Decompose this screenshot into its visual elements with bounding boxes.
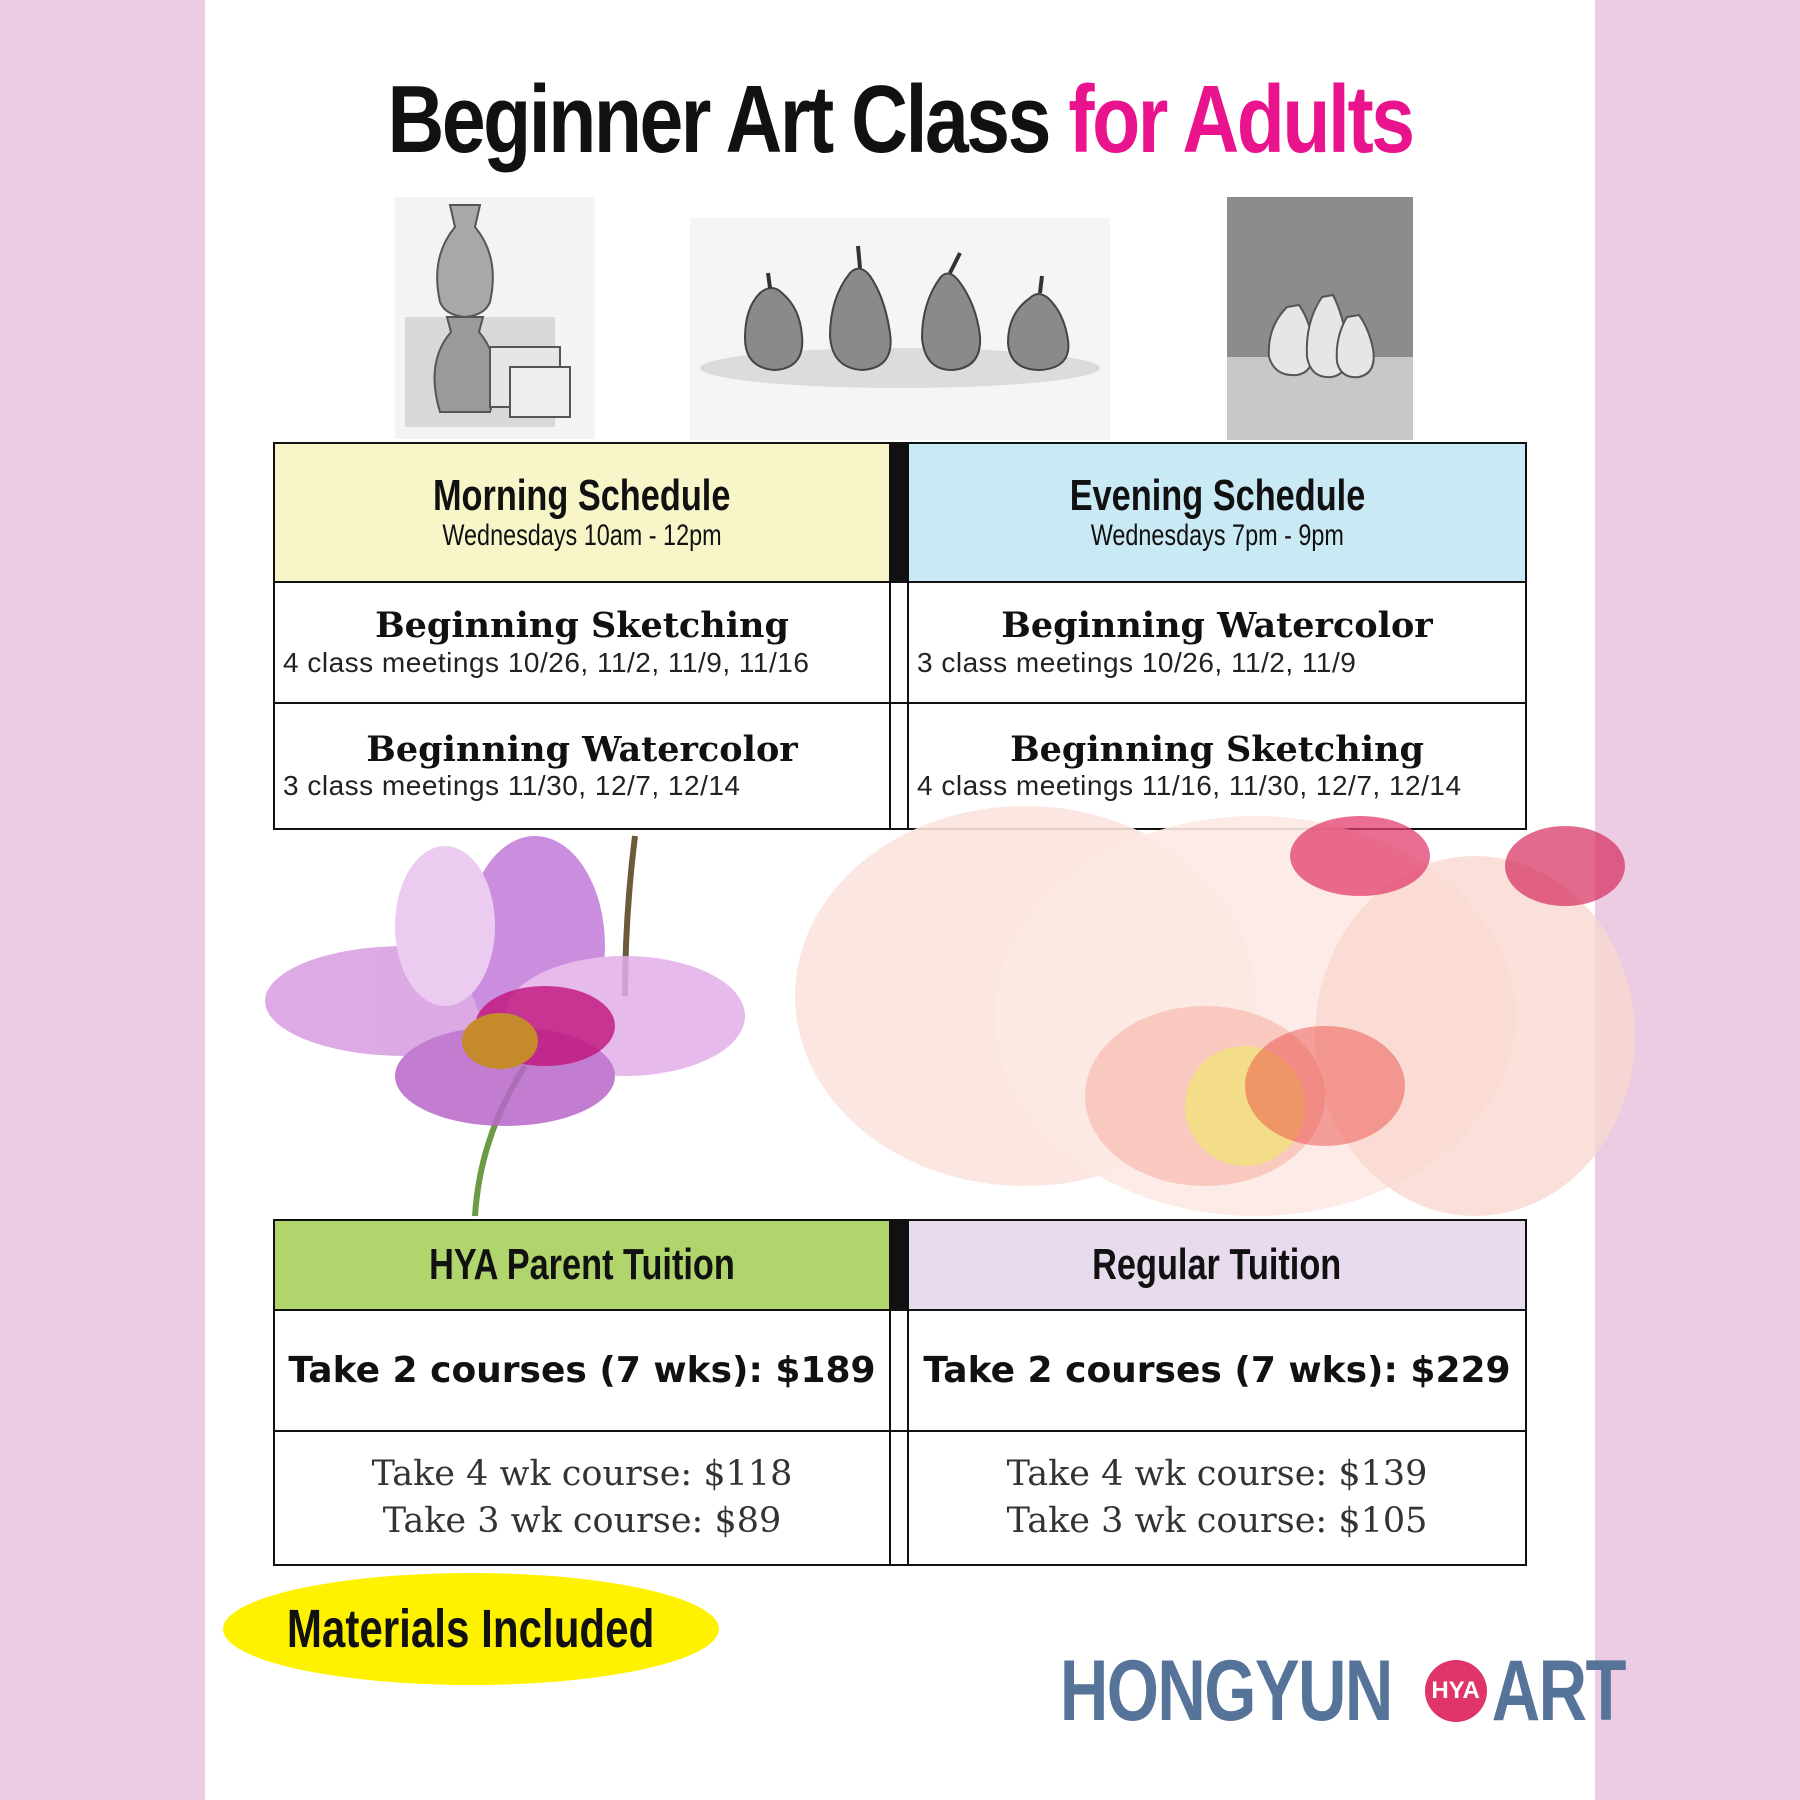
hongyun-art-logo xyxy=(1013,1642,1643,1739)
course-dates: 3 class meetings 11/30, 12/7, 12/14 xyxy=(283,770,741,802)
tuition-cell xyxy=(274,1310,890,1431)
column-divider xyxy=(890,1310,908,1431)
parent-tuition-title: HYA Parent Tuition xyxy=(429,1239,735,1289)
course-dates: 4 class meetings 10/26, 11/2, 11/9, 11/16 xyxy=(283,646,810,678)
table-row xyxy=(274,582,1526,703)
evening-schedule-header xyxy=(908,443,1526,582)
title-accent: for Adults xyxy=(1068,66,1413,173)
regular-four-week-price: Take 4 wk course: $139 xyxy=(1006,1453,1428,1494)
regular-three-week-price: Take 3 wk course: $105 xyxy=(1006,1501,1428,1541)
parent-four-week-price: Take 4 wk course: $118 xyxy=(371,1453,793,1494)
morning-schedule-time: Wednesdays 10am - 12pm xyxy=(442,519,722,553)
pear-still-life-image xyxy=(1227,197,1413,440)
logo-text-left: HONGYUN xyxy=(1059,1642,1392,1739)
regular-tuition-title: Regular Tuition xyxy=(1092,1239,1342,1289)
course-cell xyxy=(274,582,890,703)
column-divider xyxy=(890,1431,908,1565)
tuition-cell xyxy=(908,1310,1526,1431)
table-row xyxy=(274,1310,1526,1431)
schedule-table xyxy=(273,442,1527,830)
course-dates: 3 class meetings 10/26, 11/2, 11/9 xyxy=(917,646,1357,678)
course-name: Beginning Watercolor xyxy=(366,728,798,770)
tuition-cell xyxy=(908,1431,1526,1565)
watercolor-flowers-image xyxy=(205,836,1595,1217)
evening-schedule-time: Wednesdays 7pm - 9pm xyxy=(1090,519,1344,553)
column-divider xyxy=(890,443,908,582)
column-divider xyxy=(890,582,908,703)
vase-sketch-image xyxy=(395,197,595,439)
column-divider xyxy=(890,1220,908,1310)
tuition-table xyxy=(273,1219,1527,1566)
flyer-page xyxy=(205,0,1625,1800)
table-row xyxy=(274,1431,1526,1565)
parent-three-week-price: Take 3 wk course: $89 xyxy=(382,1501,782,1541)
column-divider xyxy=(890,703,908,829)
course-cell xyxy=(274,703,890,829)
course-dates: 4 class meetings 11/16, 11/30, 12/7, 12/14 xyxy=(917,770,1462,802)
regular-tuition-header xyxy=(908,1220,1526,1310)
table-row xyxy=(274,703,1526,829)
course-cell xyxy=(908,582,1526,703)
pears-sketch-image xyxy=(690,218,1110,440)
materials-included-label: Materials Included xyxy=(287,1599,655,1659)
morning-schedule-header xyxy=(274,443,890,582)
logo-text-right: ART xyxy=(1491,1642,1625,1739)
parent-tuition-header xyxy=(274,1220,890,1310)
evening-schedule-title: Evening Schedule xyxy=(1069,470,1365,520)
tuition-cell xyxy=(274,1431,890,1565)
page-title xyxy=(330,66,1470,173)
course-name: Beginning Sketching xyxy=(1010,728,1424,770)
parent-two-course-price: Take 2 courses (7 wks): $189 xyxy=(288,1350,876,1391)
logo-hya-badge: HYA xyxy=(1425,1660,1487,1722)
materials-included-badge xyxy=(223,1573,719,1685)
course-name: Beginning Watercolor xyxy=(1001,605,1433,647)
regular-two-course-price: Take 2 courses (7 wks): $229 xyxy=(923,1350,1511,1391)
title-main: Beginner Art Class xyxy=(387,66,1049,173)
morning-schedule-title: Morning Schedule xyxy=(433,470,731,520)
course-name: Beginning Sketching xyxy=(375,605,789,647)
